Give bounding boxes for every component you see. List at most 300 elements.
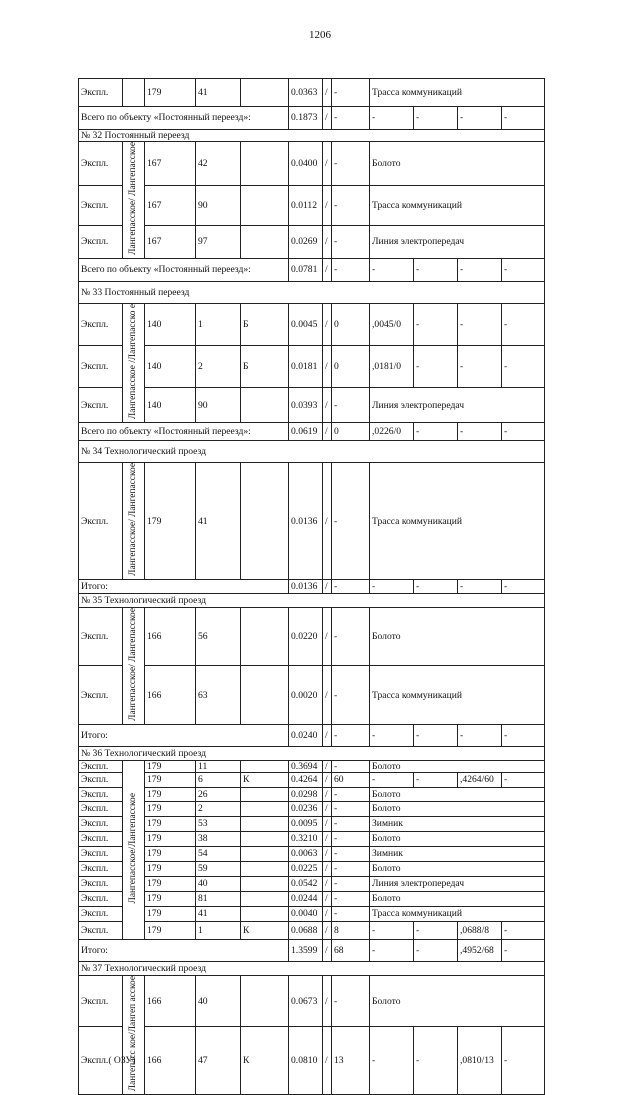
table-cell: /	[323, 346, 332, 388]
use-type-cell: Экспл.	[79, 846, 123, 861]
table-cell: Зимник	[370, 846, 545, 861]
table-row	[79, 772, 545, 787]
table-cell: 166	[145, 1027, 196, 1095]
total-cell: 0	[332, 423, 370, 441]
total-cell: -	[332, 724, 370, 746]
table-cell	[241, 607, 289, 665]
table-cell: /	[323, 388, 332, 423]
table-cell: 0.0095	[289, 816, 323, 831]
table-cell	[241, 760, 289, 772]
total-cell: -	[332, 107, 370, 130]
table-cell: Трасса коммуникаций	[370, 906, 545, 921]
owner-cell	[123, 79, 145, 107]
table-cell: ,0181/0	[370, 346, 414, 388]
table-cell: 47	[196, 1027, 241, 1095]
table-cell: 0.0181	[289, 346, 323, 388]
table-cell: /	[323, 801, 332, 816]
total-cell: /	[323, 107, 332, 130]
owner-vertical-label: Лангепасское/ Лангепасское	[127, 607, 138, 721]
use-type-cell: Экспл.	[79, 666, 123, 724]
table-cell: 41	[196, 463, 241, 580]
total-cell: -	[458, 724, 502, 746]
table-cell: -	[502, 921, 545, 939]
table-cell: Болото	[370, 831, 545, 846]
table-cell: Трасса коммуникаций	[370, 79, 545, 107]
table-row	[79, 921, 545, 939]
table-row	[79, 463, 545, 580]
table-cell: 0.3210	[289, 831, 323, 846]
table-cell	[241, 226, 289, 259]
table-cell: 6	[196, 772, 241, 787]
owner-cell	[123, 142, 145, 259]
table-cell: -	[332, 388, 370, 423]
table-cell: 1	[196, 303, 241, 345]
total-cell: -	[502, 724, 545, 746]
table-cell: Болото	[370, 891, 545, 906]
table-cell: 179	[145, 463, 196, 580]
use-type-cell: Экспл.	[79, 760, 123, 772]
table-cell: -	[332, 142, 370, 186]
table-cell: 0.0542	[289, 876, 323, 891]
total-cell: 68	[332, 939, 370, 961]
table-cell: 11	[196, 760, 241, 772]
table-cell	[241, 861, 289, 876]
table-row	[79, 142, 545, 186]
total-cell: -	[502, 939, 545, 961]
table-cell: -	[332, 816, 370, 831]
use-type-cell: Экспл.	[79, 607, 123, 665]
table-cell: Болото	[370, 801, 545, 816]
table-cell: К	[241, 772, 289, 787]
table-cell: /	[323, 185, 332, 225]
table-cell	[241, 463, 289, 580]
table-row	[79, 801, 545, 816]
table-row	[79, 1027, 545, 1095]
section-row	[79, 281, 545, 303]
total-cell: /	[323, 724, 332, 746]
total-cell: 0.0619	[289, 423, 323, 441]
table-cell: -	[370, 1027, 414, 1095]
table-cell	[241, 846, 289, 861]
table-cell: 2	[196, 801, 241, 816]
total-cell: /	[323, 579, 332, 593]
total-cell: ,4952/68	[458, 939, 502, 961]
total-cell: 0.0240	[289, 724, 323, 746]
total-row	[79, 423, 545, 441]
table-cell	[241, 79, 289, 107]
owner-vertical-label: Лангепасс кое/Лангеп асское	[127, 975, 138, 1092]
table-cell	[241, 975, 289, 1026]
table-cell: -	[332, 787, 370, 801]
table-cell: Трасса коммуникаций	[370, 666, 545, 724]
table-cell: 0.0045	[289, 303, 323, 345]
table-cell: 97	[196, 226, 241, 259]
use-type-cell: Экспл.	[79, 79, 123, 107]
use-type-cell: Экспл.	[79, 185, 123, 225]
table-cell	[241, 831, 289, 846]
total-label: Итого:	[79, 939, 289, 961]
owner-vertical-label: Лангепасское/Лангепасское	[127, 793, 138, 904]
table-cell: -	[332, 861, 370, 876]
use-type-cell: Экспл.	[79, 787, 123, 801]
table-cell: 41	[196, 906, 241, 921]
table-cell: /	[323, 831, 332, 846]
total-cell: -	[458, 107, 502, 130]
table-cell: 166	[145, 975, 196, 1026]
total-cell: /	[323, 939, 332, 961]
table-cell: Линия электропередач	[370, 388, 545, 423]
table-cell: 2	[196, 346, 241, 388]
section-title: № 32 Постоянный переезд	[79, 130, 545, 142]
section-row	[79, 746, 545, 760]
total-row	[79, 579, 545, 593]
table-row	[79, 226, 545, 259]
total-row	[79, 724, 545, 746]
total-cell: -	[414, 724, 458, 746]
table-cell: 167	[145, 185, 196, 225]
table-cell: -	[332, 975, 370, 1026]
table-cell: /	[323, 142, 332, 186]
section-row	[79, 441, 545, 463]
table-cell: Болото	[370, 861, 545, 876]
total-cell: -	[502, 107, 545, 130]
use-type-cell: Экспл.	[79, 891, 123, 906]
table-cell: 56	[196, 607, 241, 665]
table-cell: 0.4264	[289, 772, 323, 787]
table-row	[79, 891, 545, 906]
section-title: № 36 Технологический проезд	[79, 746, 545, 760]
table-cell: -	[332, 666, 370, 724]
table-cell: 179	[145, 816, 196, 831]
table-cell	[241, 906, 289, 921]
table-cell: ,4264/60	[458, 772, 502, 787]
table-cell: 166	[145, 666, 196, 724]
table-cell: 140	[145, 388, 196, 423]
table-row	[79, 303, 545, 345]
table-cell: 0	[332, 303, 370, 345]
total-cell: -	[414, 579, 458, 593]
owner-cell	[123, 463, 145, 580]
use-type-cell: Экспл.	[79, 303, 123, 345]
table-cell: -	[458, 303, 502, 345]
section-row	[79, 593, 545, 607]
table-cell: 0.0673	[289, 975, 323, 1026]
table-row	[79, 760, 545, 772]
total-label: Итого:	[79, 579, 289, 593]
table-cell: 0.0393	[289, 388, 323, 423]
table-cell: /	[323, 975, 332, 1026]
table-cell: 63	[196, 666, 241, 724]
table-cell: 0.0400	[289, 142, 323, 186]
table-cell: К	[241, 1027, 289, 1095]
table-cell: 179	[145, 801, 196, 816]
table-cell: -	[502, 772, 545, 787]
total-cell: -	[502, 579, 545, 593]
table-cell: -	[414, 772, 458, 787]
table-cell: -	[502, 303, 545, 345]
total-cell: -	[414, 939, 458, 961]
table-cell: 0.0112	[289, 185, 323, 225]
total-cell: -	[458, 258, 502, 281]
total-row	[79, 107, 545, 130]
total-cell: -	[414, 107, 458, 130]
table-cell: /	[323, 760, 332, 772]
table-cell: -	[332, 801, 370, 816]
table-cell: -	[332, 760, 370, 772]
table-cell: -	[414, 1027, 458, 1095]
total-row	[79, 939, 545, 961]
table-cell: 40	[196, 876, 241, 891]
table-cell: Болото	[370, 760, 545, 772]
total-cell: -	[458, 579, 502, 593]
use-type-cell: Экспл.	[79, 816, 123, 831]
table-cell: ,0688/8	[458, 921, 502, 939]
page-number: 1206	[309, 29, 331, 41]
table-cell: -	[502, 1027, 545, 1095]
use-type-cell: Экспл.	[79, 831, 123, 846]
total-cell: -	[414, 423, 458, 441]
section-row	[79, 961, 545, 975]
total-cell: 0.0136	[289, 579, 323, 593]
table-row	[79, 876, 545, 891]
table-row	[79, 831, 545, 846]
table-cell: 90	[196, 185, 241, 225]
total-row	[79, 258, 545, 281]
table-cell: /	[323, 906, 332, 921]
table-row	[79, 861, 545, 876]
table-cell: -	[502, 346, 545, 388]
table-cell	[241, 816, 289, 831]
total-label: Всего по объекту «Постоянный переезд»:	[79, 107, 289, 130]
total-cell: -	[458, 423, 502, 441]
table-cell: К	[241, 921, 289, 939]
use-type-cell: Экспл.	[79, 906, 123, 921]
use-type-cell: Экспл.	[79, 772, 123, 787]
table-cell: 42	[196, 142, 241, 186]
total-cell: -	[370, 939, 414, 961]
table-cell: 179	[145, 79, 196, 107]
use-type-cell: Экспл.	[79, 975, 123, 1026]
table-cell: 166	[145, 607, 196, 665]
table-row	[79, 846, 545, 861]
section-title: № 34 Технологический проезд	[79, 441, 545, 463]
table-cell: /	[323, 891, 332, 906]
table-cell	[241, 388, 289, 423]
table-cell: /	[323, 787, 332, 801]
table-cell: 179	[145, 760, 196, 772]
total-cell: -	[370, 258, 414, 281]
owner-vertical-label: Лангепасское /Лангепасско е	[127, 303, 138, 420]
table-cell: -	[414, 921, 458, 939]
table-cell: /	[323, 1027, 332, 1095]
table-cell: 0.0063	[289, 846, 323, 861]
table-cell: /	[323, 876, 332, 891]
table-cell: /	[323, 921, 332, 939]
table-cell: -	[332, 226, 370, 259]
table-row	[79, 185, 545, 225]
table-cell: Болото	[370, 142, 545, 186]
table-cell: 140	[145, 303, 196, 345]
total-cell: -	[370, 724, 414, 746]
table-cell: /	[323, 303, 332, 345]
owner-cell	[123, 975, 145, 1094]
table-cell: /	[323, 79, 332, 107]
table-cell: 13	[332, 1027, 370, 1095]
total-cell: 0.1873	[289, 107, 323, 130]
table-cell	[241, 876, 289, 891]
total-label: Итого:	[79, 724, 289, 746]
total-cell: -	[414, 258, 458, 281]
table-cell: 81	[196, 891, 241, 906]
table-cell	[241, 142, 289, 186]
table-cell: 179	[145, 876, 196, 891]
owner-vertical-label: Лангепасское/ Лангепасское	[127, 463, 138, 576]
owner-vertical-label: Лангепасское/ Лангепасское	[127, 142, 138, 255]
total-cell: -	[502, 423, 545, 441]
table-cell: 179	[145, 891, 196, 906]
table-cell: 0.0688	[289, 921, 323, 939]
section-title: № 33 Постоянный переезд	[79, 281, 545, 303]
table-cell: 179	[145, 861, 196, 876]
table-cell	[241, 185, 289, 225]
table-cell: Зимник	[370, 816, 545, 831]
table-cell: ,0045/0	[370, 303, 414, 345]
table-cell: -	[332, 906, 370, 921]
table-cell: 0.0236	[289, 801, 323, 816]
section-title: № 37 Технологический проезд	[79, 961, 545, 975]
table-cell: 8	[332, 921, 370, 939]
table-cell: 0.3694	[289, 760, 323, 772]
table-cell: 60	[332, 772, 370, 787]
table-cell	[241, 787, 289, 801]
use-type-cell: Экспл.	[79, 801, 123, 816]
table-cell: Б	[241, 346, 289, 388]
owner-cell	[123, 303, 145, 422]
table-cell: 0	[332, 346, 370, 388]
table-cell: 26	[196, 787, 241, 801]
table-cell	[241, 666, 289, 724]
table-cell: 59	[196, 861, 241, 876]
table-cell: 0.0225	[289, 861, 323, 876]
table-cell: 53	[196, 816, 241, 831]
table-cell: 179	[145, 846, 196, 861]
table-cell: Б	[241, 303, 289, 345]
use-type-cell: Экспл.	[79, 388, 123, 423]
table-row	[79, 607, 545, 665]
owner-cell	[123, 607, 145, 724]
table-cell: /	[323, 772, 332, 787]
total-cell: -	[502, 258, 545, 281]
total-cell: -	[332, 258, 370, 281]
table-cell	[241, 891, 289, 906]
use-type-cell: Экспл.( ОЗУ)	[79, 1027, 123, 1095]
table-cell: -	[332, 846, 370, 861]
total-cell: -	[370, 107, 414, 130]
table-cell: Болото	[370, 975, 545, 1026]
use-type-cell: Экспл.	[79, 861, 123, 876]
table-cell: 0.0244	[289, 891, 323, 906]
table-cell: 0.0040	[289, 906, 323, 921]
total-cell: -	[332, 579, 370, 593]
table-cell: 0.0220	[289, 607, 323, 665]
table-cell: -	[458, 346, 502, 388]
table-cell: 179	[145, 787, 196, 801]
table-cell: 140	[145, 346, 196, 388]
table-cell: 0.0269	[289, 226, 323, 259]
use-type-cell: Экспл.	[79, 142, 123, 186]
table-cell: -	[332, 463, 370, 580]
table-cell: ,0810/13	[458, 1027, 502, 1095]
table-cell: Линия электропередач	[370, 226, 545, 259]
table-cell: 0.0810	[289, 1027, 323, 1095]
table-cell: 179	[145, 831, 196, 846]
table-cell: -	[332, 891, 370, 906]
table-row	[79, 388, 545, 423]
table-cell: 167	[145, 226, 196, 259]
use-type-cell: Экспл.	[79, 876, 123, 891]
table-row	[79, 906, 545, 921]
table-cell: 41	[196, 79, 241, 107]
use-type-cell: Экспл.	[79, 226, 123, 259]
table-cell: Трасса коммуникаций	[370, 185, 545, 225]
table-cell: -	[370, 921, 414, 939]
table-cell: /	[323, 463, 332, 580]
table-cell: 179	[145, 906, 196, 921]
table-cell: -	[370, 772, 414, 787]
table-cell: -	[332, 79, 370, 107]
table-cell: Линия электропередач	[370, 876, 545, 891]
table-cell: /	[323, 666, 332, 724]
total-cell: 1.3599	[289, 939, 323, 961]
table-cell: 167	[145, 142, 196, 186]
table-cell: 54	[196, 846, 241, 861]
use-type-cell: Экспл.	[79, 346, 123, 388]
table-row	[79, 975, 545, 1026]
table-row	[79, 666, 545, 724]
table-cell: 90	[196, 388, 241, 423]
table-cell: 1	[196, 921, 241, 939]
owner-cell	[123, 760, 145, 939]
table-cell: -	[414, 346, 458, 388]
total-cell: 0.0781	[289, 258, 323, 281]
table-row	[79, 346, 545, 388]
total-cell: /	[323, 258, 332, 281]
table-cell: -	[332, 876, 370, 891]
table-cell: Болото	[370, 787, 545, 801]
table-cell: /	[323, 226, 332, 259]
table-cell: Болото	[370, 607, 545, 665]
table-cell: /	[323, 846, 332, 861]
table-cell: 40	[196, 975, 241, 1026]
table-row	[79, 816, 545, 831]
table-cell: 179	[145, 772, 196, 787]
land-plot-table	[78, 78, 545, 1095]
table-cell: 179	[145, 921, 196, 939]
total-label: Всего по объекту «Постоянный переезд»:	[79, 423, 289, 441]
use-type-cell: Экспл.	[79, 463, 123, 580]
table-cell: /	[323, 861, 332, 876]
table-cell: 38	[196, 831, 241, 846]
use-type-cell: Экспл.	[79, 921, 123, 939]
table-cell: -	[332, 831, 370, 846]
table-cell: 0.0363	[289, 79, 323, 107]
table-row	[79, 787, 545, 801]
table-cell: 0.0136	[289, 463, 323, 580]
table-cell: -	[332, 185, 370, 225]
total-label: Всего по объекту «Постоянный переезд»:	[79, 258, 289, 281]
table-cell: /	[323, 816, 332, 831]
section-title: № 35 Технологический проезд	[79, 593, 545, 607]
